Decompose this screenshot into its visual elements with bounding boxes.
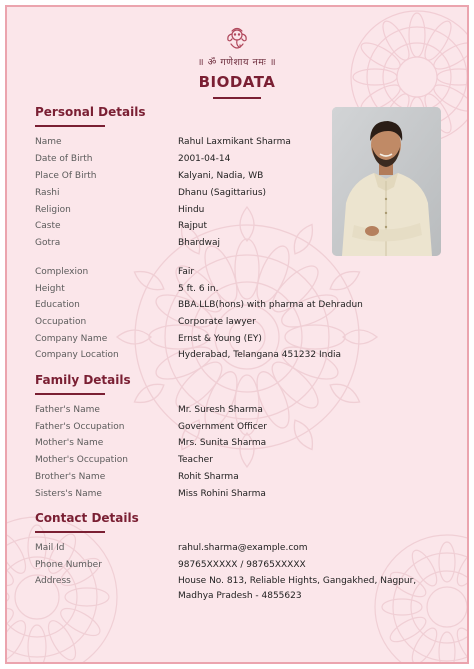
detail-value: Teacher (178, 455, 213, 465)
detail-value: Ernst & Young (EY) (178, 334, 262, 344)
detail-label: Height (35, 284, 65, 294)
biodata-header (7, 25, 467, 99)
section-underline (35, 393, 105, 395)
detail-value: Mrs. Sunita Sharma (178, 438, 267, 448)
title-underline (213, 97, 261, 99)
detail-row-address (35, 575, 417, 605)
personal-details-section (35, 105, 145, 127)
section-underline (35, 125, 105, 127)
mandala-decoration-bottom-right (367, 527, 469, 664)
detail-value: Rahul Laxmikant Sharma (178, 137, 291, 147)
biodata-page (5, 5, 469, 664)
detail-value: 2001-04-14 (178, 154, 231, 164)
detail-value: Rohit Sharma (178, 472, 239, 482)
detail-label: Company Name (35, 334, 108, 344)
detail-label: Phone Number (35, 560, 102, 570)
detail-label: Rashi (35, 188, 60, 198)
detail-label: Mail Id (35, 543, 65, 553)
ganesha-icon (224, 25, 250, 53)
detail-label: Complexion (35, 267, 89, 277)
email-value[interactable]: rahul.sharma@example.com (178, 543, 308, 553)
detail-value: Hindu (178, 205, 205, 215)
detail-value: Hyderabad, Telangana 451232 India (178, 350, 342, 360)
section-underline (35, 531, 105, 533)
detail-label: Mother's Occupation (35, 455, 128, 465)
personal-details-heading: Personal Details (35, 105, 146, 119)
detail-label: Address (35, 576, 71, 586)
detail-value: Government Officer (178, 422, 267, 432)
address-line-2: Madhya Pradesh - 4855623 (178, 591, 302, 601)
detail-label: Caste (35, 221, 61, 231)
mantra-text: ॥ ॐ गणेशाय नमः ॥ (197, 57, 277, 68)
detail-value: BBA.LLB(hons) with pharma at Dehradun (178, 300, 363, 310)
detail-label: Gotra (35, 238, 61, 248)
detail-value: Fair (178, 267, 195, 277)
detail-label: Education (35, 300, 80, 310)
detail-value: Corporate lawyer (178, 317, 256, 327)
detail-value: 5 ft. 6 in. (178, 284, 219, 294)
detail-value: Miss Rohini Sharma (178, 489, 266, 499)
detail-label: Occupation (35, 317, 87, 327)
address-line-1: House No. 813, Reliable Hights, Gangakhed, Nagpur, (178, 576, 417, 586)
contact-details-section (35, 511, 139, 533)
page-title: BIODATA (198, 73, 276, 91)
detail-label: Name (35, 137, 62, 147)
detail-label: Date of Birth (35, 154, 93, 164)
family-details-section (35, 373, 131, 395)
detail-label: Mother's Name (35, 438, 104, 448)
phone-value: 98765XXXXX / 98765XXXXX (178, 560, 306, 570)
detail-label: Religion (35, 205, 71, 215)
detail-label: Company Location (35, 350, 119, 360)
contact-details-heading: Contact Details (35, 511, 139, 525)
detail-label: Brother's Name (35, 472, 106, 482)
detail-value: Bhardwaj (178, 238, 221, 248)
detail-label: Place Of Birth (35, 171, 97, 181)
family-details-heading: Family Details (35, 373, 131, 387)
detail-value: Kalyani, Nadia, WB (178, 171, 264, 181)
detail-value: Rajput (178, 221, 208, 231)
detail-label: Father's Name (35, 405, 100, 415)
detail-label: Father's Occupation (35, 422, 125, 432)
detail-label: Sisters's Name (35, 489, 102, 499)
detail-value: Dhanu (Sagittarius) (178, 188, 267, 198)
detail-value: Mr. Suresh Sharma (178, 405, 263, 415)
